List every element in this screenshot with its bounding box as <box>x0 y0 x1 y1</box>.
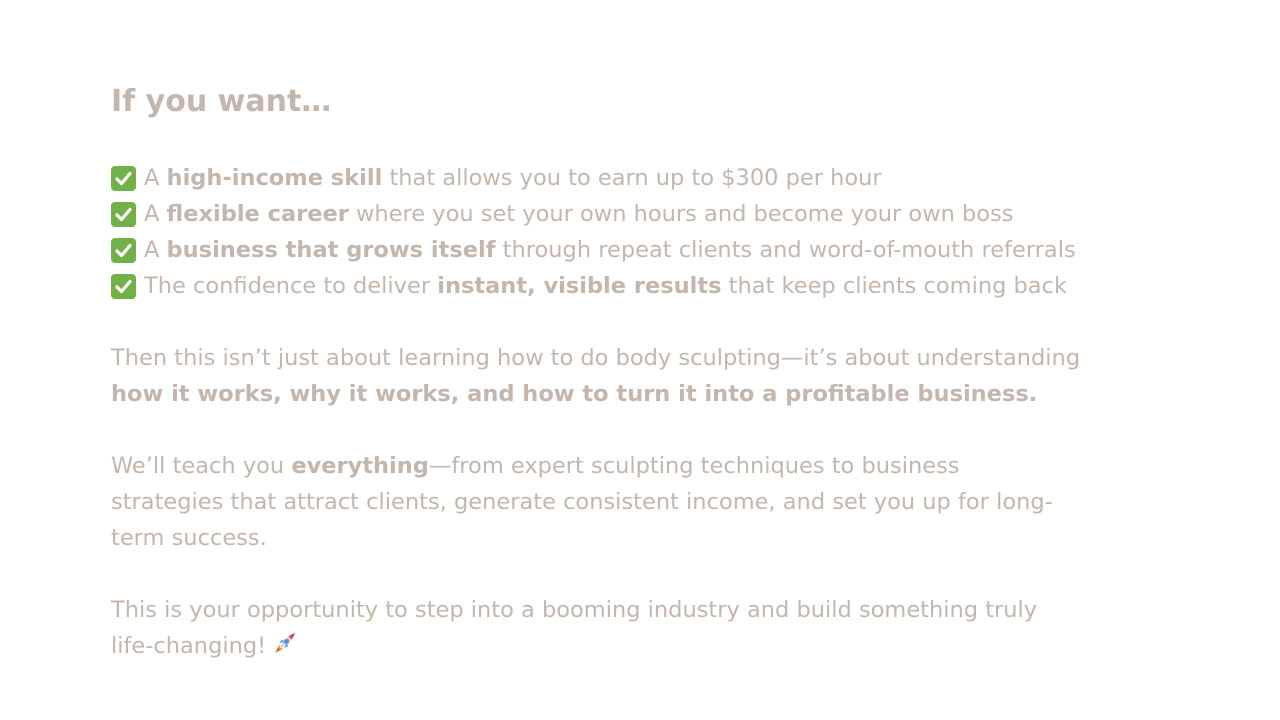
paragraph-intro-bold: how it works, why it works, and how to turn it into a profitable business. <box>111 381 1038 407</box>
checklist-item-text: A flexible career where you set your own hours and become your own boss <box>144 201 1014 227</box>
paragraph-intro <box>111 340 1181 412</box>
checklist-item <box>111 268 1181 304</box>
checklist-item <box>111 160 1181 196</box>
check-mark-icon <box>111 274 136 299</box>
paragraph-intro-text: Then this isn’t just about learning how to do body sculpting—it’s about understanding <box>111 345 1081 371</box>
checklist-item-text: A business that grows itself through repeat clients and word-of-mouth referrals <box>144 237 1076 263</box>
check-mark-icon <box>111 238 136 263</box>
content-block <box>111 82 1181 700</box>
checklist-item-text: A high-income skill that allows you to earn up to $300 per hour <box>144 165 882 191</box>
paragraph-opportunity: This is your opportunity to step into a booming industry and build something truly life-changing! <box>111 597 1038 659</box>
rocket-icon <box>270 630 298 658</box>
checklist-item <box>111 196 1181 232</box>
everything-bold: everything <box>291 453 429 479</box>
checklist-item-text: The confidence to deliver instant, visible results that keep clients coming back <box>144 273 1067 299</box>
paragraph-teach: We’ll teach you everything—from expert sculpting techniques to business strategies that attract clients, generate consistent income, and set you up for long- term success. <box>111 453 1053 551</box>
page-heading: If you want… <box>111 84 332 119</box>
checklist-item <box>111 232 1181 268</box>
check-mark-icon <box>111 166 136 191</box>
check-mark-icon <box>111 202 136 227</box>
benefits-checklist <box>111 160 1181 304</box>
